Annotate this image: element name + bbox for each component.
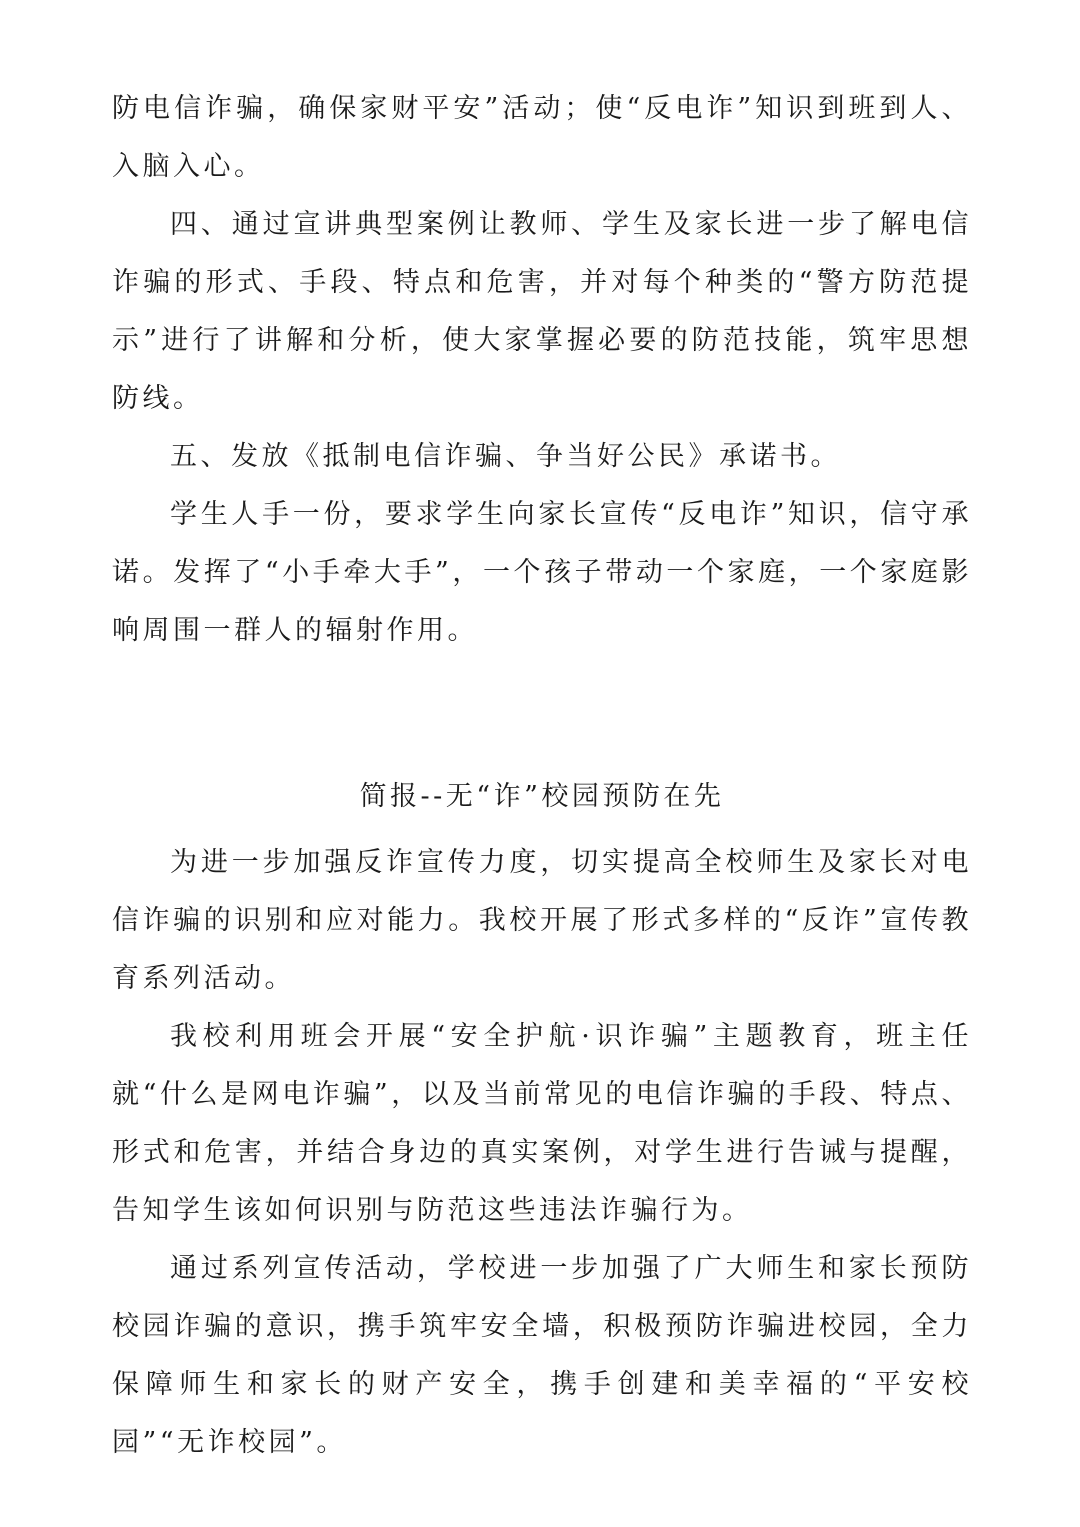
- paragraph-pledge-detail: 学生人手一份，要求学生向家长宣传“反电诈”知识，信守承诺。发挥了“小手牵大手”，一个孩子带动一个家庭，一个家庭影响周围一群人的辐射作用。: [112, 499, 972, 646]
- paragraph-class-meeting: 我校利用班会开展“安全护航·识诈骗”主题教育，班主任就“什么是网电诈骗”，以及当前常见的电信诈骗的手段、特点、形式和危害，并结合身边的真实案例，对学生进行告诫与提醒，告知学生该如何识别与防范这些违法诈骗行为。: [112, 1021, 972, 1226]
- paragraph-intro: 为进一步加强反诈宣传力度，切实提高全校师生及家长对电信诈骗的识别和应对能力。我校开展了形式多样的“反诈”宣传教育系列活动。: [112, 847, 972, 994]
- continued-report-section: [112, 80, 972, 660]
- paragraph-item-five: 五、发放《抵制电信诈骗、争当好公民》承诺书。: [170, 441, 841, 472]
- paragraph-continuation: 防电信诈骗，确保家财平安”活动；使“反电诈”知识到班到人、入脑入心。: [112, 93, 972, 182]
- paragraph-item-four: 四、通过宣讲典型案例让教师、学生及家长进一步了解电信诈骗的形式、手段、特点和危害，并对每个种类的“警方防范提示”进行了讲解和分析，使大家掌握必要的防范技能，筑牢思想防线。: [112, 209, 972, 414]
- paragraph-conclusion: 通过系列宣传活动，学校进一步加强了广大师生和家长预防校园诈骗的意识，携手筑牢安全墙，积极预防诈骗进校园，全力保障师生和家长的财产安全，携手创建和美幸福的“平安校园”“无诈校园”。: [112, 1253, 972, 1458]
- briefing-section: [112, 768, 972, 1472]
- briefing-title: 简报--无“诈”校园预防在先: [359, 781, 725, 812]
